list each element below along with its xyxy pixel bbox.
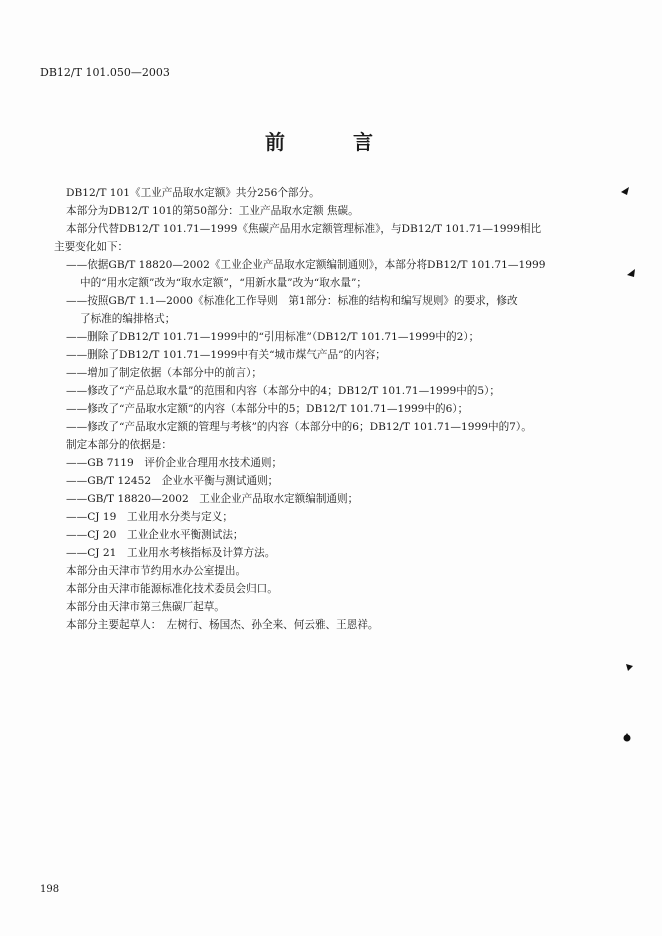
body-line: ——CJ 20 工业企业水平衡测试法；: [66, 529, 244, 541]
body-line: 主要变化如下：: [54, 241, 129, 253]
document-code: DB12/T 101.050—2003: [40, 66, 170, 79]
body-line: 本部分由天津市能源标准化技术委员会归口。: [66, 583, 278, 595]
scan-mark-icon: [624, 662, 634, 672]
body-line: 本部分由天津市节约用水办公室提出。: [66, 565, 247, 577]
body-line: ——GB/T 12452 企业水平衡与测试通则；: [66, 475, 279, 487]
body-line: ——按照GB/T 1.1—2000《标准化工作导则 第1部分：标准的结构和编写规则》的要求，修改: [66, 295, 518, 307]
body-line: 制定本部分的依据是：: [66, 439, 172, 451]
body-line: 中的“用水定额”改为“取水定额”，“用新水量”改为“取水量”；: [80, 277, 367, 289]
body-line: ——修改了“产品取水定额的管理与考核”的内容（本部分中的6；DB12/T 101.71—1999中的7）。: [66, 421, 532, 433]
body-line: ——删除了DB12/T 101.71—1999中的“引用标准”（DB12/T 101.71—1999中的2）；: [66, 331, 480, 343]
page-title: 前 言: [265, 130, 397, 154]
body-line: 本部分代替DB12/T 101.71—1999《焦碳产品用水定额管理标准》，与DB12/T 101.71—1999相比: [66, 223, 542, 235]
body-line: ——GB/T 18820—2002 工业企业产品取水定额编制通则；: [66, 493, 359, 505]
scan-mark-icon: [622, 733, 632, 743]
body-line: ——GB 7119 评价企业合理用水技术通则；: [66, 457, 283, 469]
foreword-body: [54, 184, 620, 634]
body-line: ——增加了制定依据（本部分中的前言）；: [66, 367, 262, 379]
body-line: ——CJ 19 工业用水分类与定义；: [66, 511, 233, 523]
page-number: 198: [40, 884, 60, 895]
body-line: 本部分由天津市第三焦碳厂起草。: [66, 601, 225, 613]
body-line: ——删除了DB12/T 101.71—1999中有关“城市煤气产品”的内容；: [66, 349, 386, 361]
body-line: 了标准的编排格式；: [80, 313, 176, 325]
body-line: 本部分主要起草人： 左树行、杨国杰、孙全来、何云雅、王恩祥。: [66, 619, 379, 631]
body-line: ——CJ 21 工业用水考核指标及计算方法。: [66, 547, 276, 559]
scan-mark-icon: [620, 186, 630, 196]
scan-mark-icon: [626, 268, 636, 278]
body-line: DB12/T 101《工业产品取水定额》共分256个部分。: [66, 187, 320, 199]
body-line: ——依据GB/T 18820—2002《工业企业产品取水定额编制通则》，本部分将DB12/T 101.71—1999: [66, 259, 546, 271]
body-line: 本部分为DB12/T 101的第50部分：工业产品取水定额 焦碳。: [66, 205, 359, 217]
body-line: ——修改了“产品总取水量”的范围和内容（本部分中的4；DB12/T 101.71—1999中的5）；: [66, 385, 501, 397]
body-line: ——修改了“产品取水定额”的内容（本部分中的5；DB12/T 101.71—1999中的6）；: [66, 403, 469, 415]
